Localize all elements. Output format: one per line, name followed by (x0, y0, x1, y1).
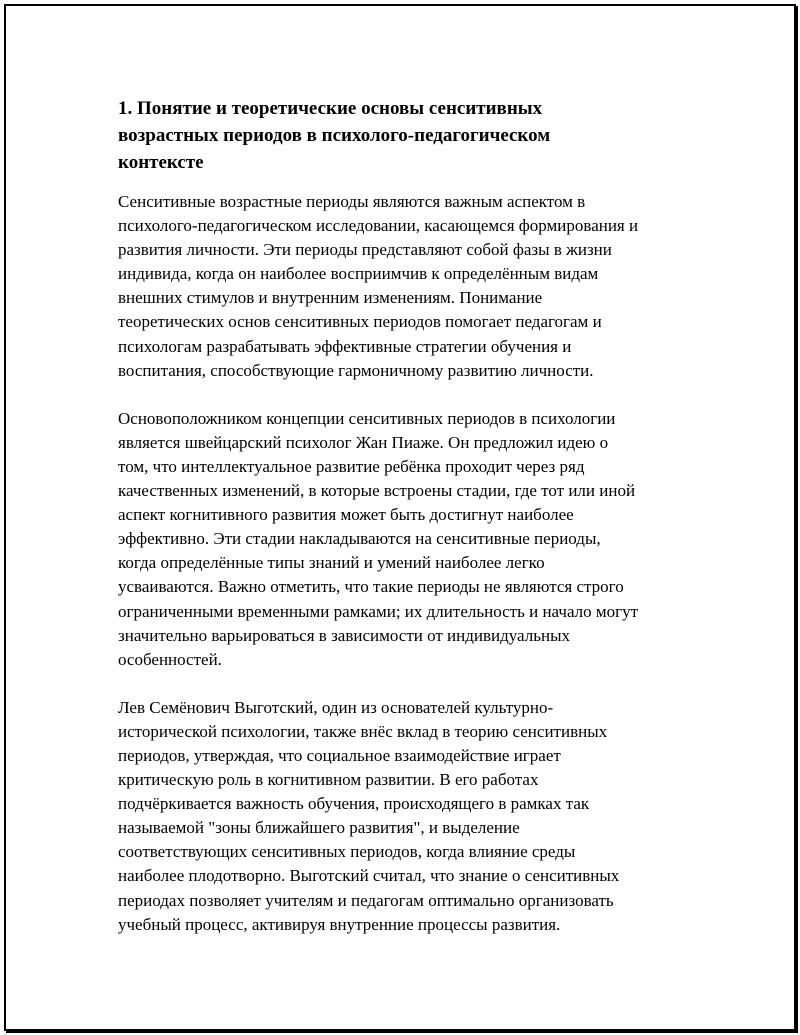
heading-line: контексте (118, 152, 204, 173)
text-line: Основоположником концепции сенситивных периодов в психологии (118, 408, 616, 428)
text-line: наиболее плодотворно. Выготский считал, что знание о сенситивных (118, 866, 620, 886)
paragraph-sensitive-periods-intro (118, 190, 690, 383)
heading-line: возрастных периодов в психолого-педагогическом (118, 125, 551, 146)
text-line: индивида, когда он наиболее восприимчив к определённым видам (118, 264, 599, 284)
text-line: подчёркивается важность обучения, происходящего в рамках так (118, 794, 590, 814)
text-line: исторической психологии, также внёс вклад в теорию сенситивных (118, 721, 608, 741)
text-line: качественных изменений, в которые встроены стадии, где тот или иной (118, 481, 636, 501)
section-heading (118, 95, 690, 176)
heading-line: 1. Понятие и теоретические основы сенситивных (118, 98, 543, 119)
text-line: том, что интеллектуальное развитие ребёнка проходит через ряд (118, 456, 585, 476)
text-line: аспект когнитивного развития может быть достигнут наиболее (118, 505, 574, 525)
text-line: психологам разрабатывать эффективные стратегии обучения и (118, 336, 572, 356)
text-line: эффективно. Эти стадии накладываются на сенситивные периоды, (118, 529, 601, 549)
text-line: называемой "зоны ближайшего развития", и выделение (118, 818, 520, 838)
text-line: соответствующих сенситивных периодов, когда влияние среды (118, 842, 576, 862)
text-line: внешних стимулов и внутренним изменениям. Понимание (118, 288, 543, 308)
text-line: усваиваются. Важно отметить, что такие периоды не являются строго (118, 577, 624, 597)
text-line: развития личности. Эти периоды представляют собой фазы в жизни (118, 240, 612, 260)
text-line: является швейцарский психолог Жан Пиаже. Он предложил идею о (118, 432, 609, 452)
text-line: когда определённые типы знаний и умений наиболее легко (118, 553, 545, 573)
text-line: периодах позволяет учителям и педагогам оптимально организовать (118, 890, 614, 910)
text-line: учебный процесс, активируя внутренние процессы развития. (118, 914, 561, 934)
paragraph-vygotsky (118, 696, 690, 937)
text-line: периодов, утверждая, что социальное взаимодействие играет (118, 745, 561, 765)
text-line: особенностей. (118, 649, 222, 669)
document-body (118, 95, 690, 961)
text-line: теоретических основ сенситивных периодов помогает педагогам и (118, 312, 602, 332)
text-line: критическую роль в когнитивном развитии. В его работах (118, 770, 539, 790)
text-line: Сенситивные возрастные периоды являются важным аспектом в (118, 192, 586, 211)
text-line: Лев Семёнович Выготский, один из основателей культурно- (118, 697, 554, 717)
paragraph-piaget (118, 407, 690, 672)
text-line: значительно варьироваться в зависимости от индивидуальных (118, 625, 570, 645)
text-line: воспитания, способствующие гармоничному развитию личности. (118, 360, 594, 380)
text-line: психолого-педагогическом исследовании, касающемся формирования и (118, 216, 639, 236)
text-line: ограниченными временными рамками; их длительность и начало могут (118, 601, 639, 621)
